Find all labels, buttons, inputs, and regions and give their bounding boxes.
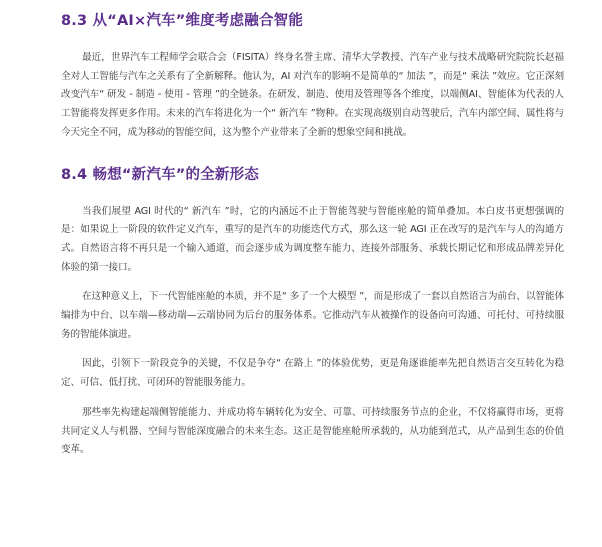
- paragraph: 最近，世界汽车工程师学会联合会（FISITA）终身名誉主席、清华大学教授、汽车产业与技术战略研究院院长赵福全对人工智能与汽车之关系有了全新解释。他认为，AI 对汽车的影响不是简单的“ 加法 ”，而是“ 乘法 ”效应。它正深刻改变汽车“ 研发 - 制造 - 使用 - 管理 ”的全链条。在研发、制造、使用及管理等各个维度，以端侧AI、智能体为代表的人工智能将发挥更多作用。未来的汽车将进化为一个“ 新汽车 ”物种。在实现高级别自动驾驶后，汽车内部空间、属性将与今天完全不同，成为移动的智能空间，这为整个产业带来了全新的想象空间和挑战。: [61, 52, 564, 138]
- paragraph: 在这种意义上，下一代智能座舱的本质，并不是“ 多了一个大模型 ”，而是形成了一套以自然语言为前台、以智能体编排为中台、以车端—移动端—云端协同为后台的服务体系。它推动汽车从被操作的设备向可沟通、可托付、可持续服务的智能体演进。: [61, 291, 564, 340]
- paragraph: 因此，引领下一阶段竞争的关键，不仅是争夺“ 在路上 ”的体验优势，更是角逐谁能率先把自然语言交互转化为稳定、可信、低打扰、可闭环的智能服务能力。: [61, 358, 564, 389]
- section-heading-8-3: 8.3 从“AI×汽车”维度考虑融合智能: [61, 13, 304, 29]
- paragraph: 那些率先构建起端侧智能能力、并成功将车辆转化为安全、可靠、可持续服务节点的企业，不仅将赢得市场，更将共同定义人与机器、空间与智能深度融合的未来生态。这正是智能座舱所承载的，从功能到范式，从产品到生态的价值变革。: [61, 406, 564, 456]
- section-8-3-body: [61, 49, 564, 143]
- section-8-4-body: [61, 203, 564, 460]
- paragraph: 当我们展望 AGI 时代的“ 新汽车 ”时，它的内涵远不止于智能驾驶与智能座舱的简单叠加。本白皮书更想强调的是：如果说上一阶段的软件定义汽车，重写的是汽车的功能迭代方式，那么这一轮 AGI 正在改写的是汽车与人的沟通方式。自然语言将不再只是一个输入通道，而会逐步成为调度整车能力、连接外部服务、承载长期记忆和形成品牌差异化体验的第一接口。: [61, 205, 564, 273]
- section-heading-8-4: 8.4 畅想“新汽车”的全新形态: [61, 166, 259, 183]
